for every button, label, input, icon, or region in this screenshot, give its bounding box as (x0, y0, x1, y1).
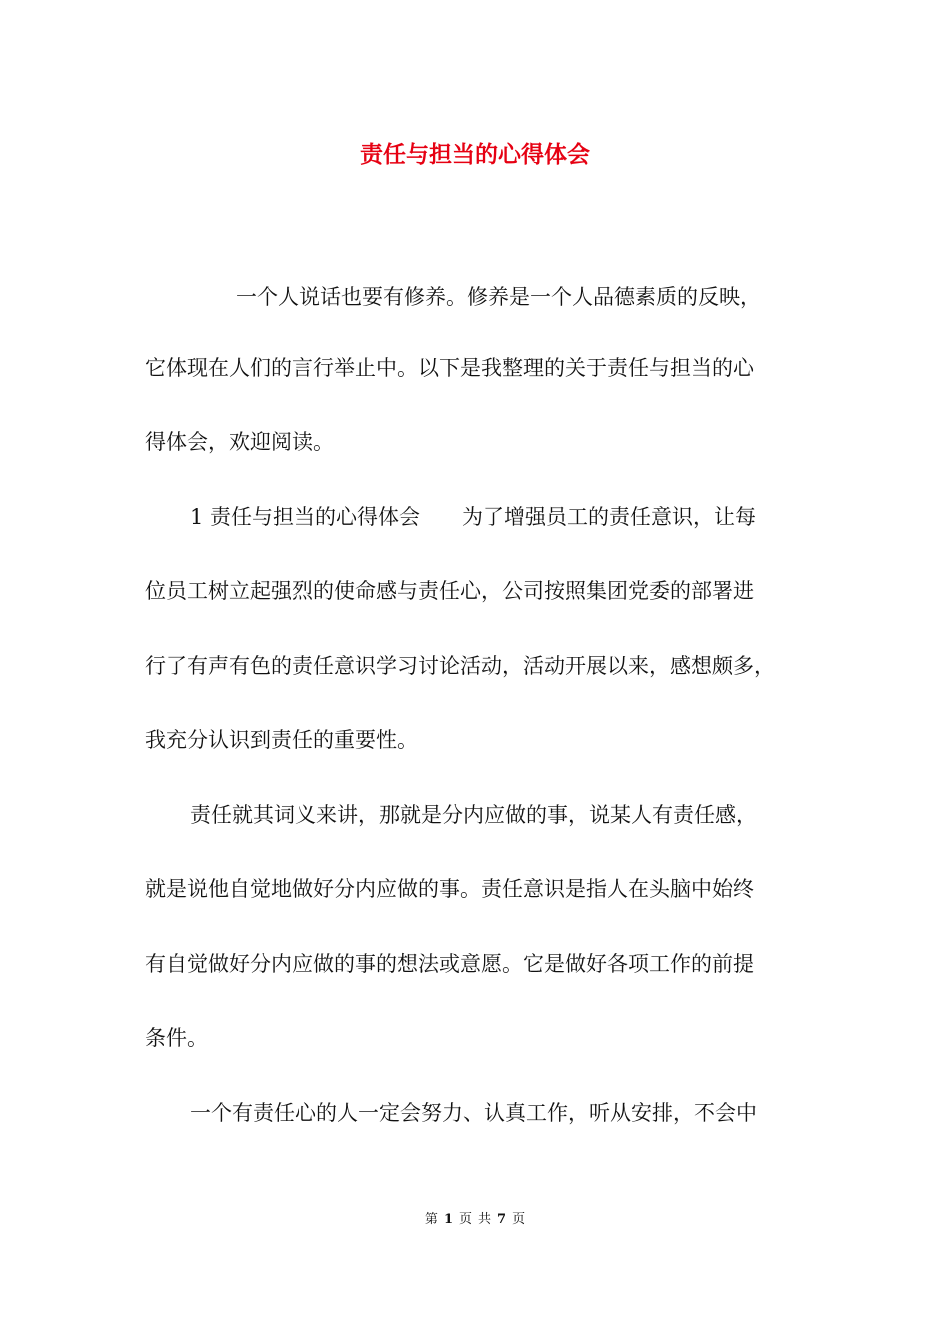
paragraph-line: 我充分认识到责任的重要性。 (145, 728, 418, 752)
paragraph-line: 得体会，欢迎阅读。 (145, 430, 334, 454)
document-title: 责任与担当的心得体会 (360, 141, 590, 168)
footer-page-end-label: 页 (512, 1212, 526, 1227)
paragraph-line: 它体现在人们的言行举止中。以下是我整理的关于责任与担当的心 (145, 356, 754, 380)
footer-current-page: 1 (443, 1212, 453, 1227)
paragraph-line: 有自觉做好分内应做的事的想法或意愿。它是做好各项工作的前提 (145, 952, 754, 976)
footer-prefix: 第 (424, 1212, 438, 1227)
page-footer (0, 1208, 950, 1227)
paragraph-line: 位员工树立起强烈的使命感与责任心，公司按照集团党委的部署进 (145, 579, 754, 603)
paragraph-line: 责任就其词义来讲，那就是分内应做的事，说某人有责任感， (190, 803, 757, 827)
paragraph-line: 就是说他自觉地做好分内应做的事。责任意识是指人在头脑中始终 (145, 877, 754, 901)
paragraph-line: 行了有声有色的责任意识学习讨论活动，活动开展以来，感想颇多， (145, 654, 775, 678)
footer-total-pages: 7 (497, 1212, 507, 1227)
footer-total-label: 共 (478, 1212, 492, 1227)
paragraph-line: 一个有责任心的人一定会努力、认真工作，听从安排，不会中 (190, 1101, 757, 1125)
paragraph-line: 一个人说话也要有修养。修养是一个人品德素质的反映， (236, 285, 761, 309)
paragraph-line: 条件。 (145, 1026, 208, 1050)
footer-page-label: 页 (458, 1212, 472, 1227)
paragraph-line: 1 责任与担当的心得体会 为了增强员工的责任意识，让每 (190, 505, 757, 529)
